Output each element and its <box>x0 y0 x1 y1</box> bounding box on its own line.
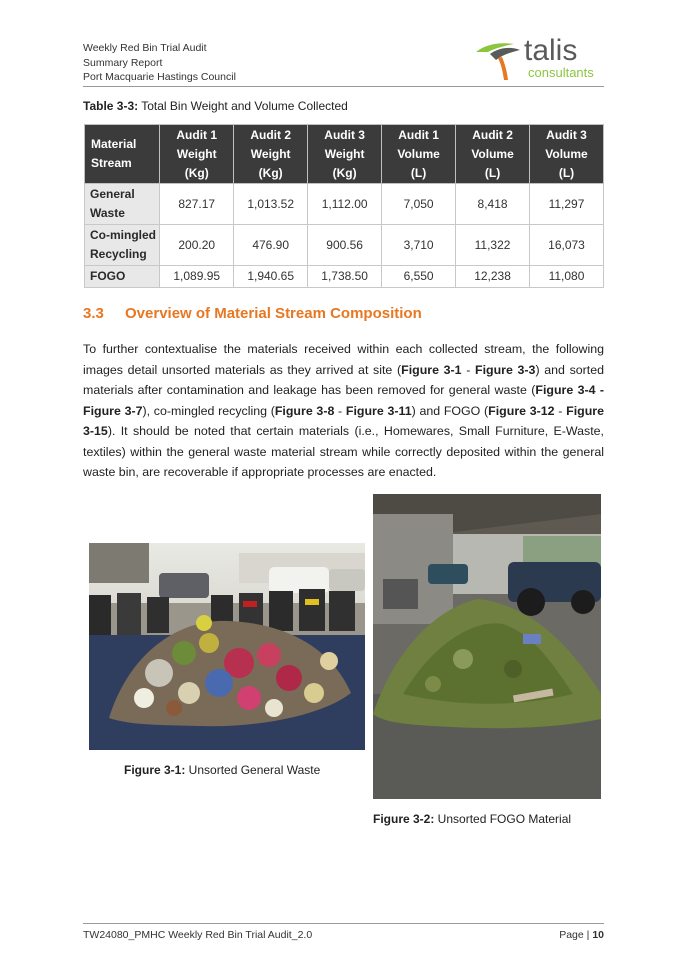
header-report-type: Summary Report <box>83 56 163 69</box>
column-header: Material Stream <box>85 125 160 184</box>
header-divider <box>83 86 604 87</box>
figure-label: Figure 3-2: <box>373 812 435 826</box>
table-cell: 11,297 <box>530 184 604 225</box>
table-cell: 11,080 <box>530 266 604 288</box>
figure-3-1-caption <box>124 763 320 777</box>
table-caption-text: Total Bin Weight and Volume Collected <box>138 99 348 113</box>
row-header-comingled-recycling: Co-mingled Recycling <box>85 225 160 266</box>
table-caption-label: Table 3-3: <box>83 99 139 113</box>
table-cell: 1,013.52 <box>234 184 308 225</box>
figure-text: Unsorted General Waste <box>185 763 321 777</box>
column-header: Audit 1 Volume (L) <box>382 125 456 184</box>
column-header: Audit 2 Weight (Kg) <box>234 125 308 184</box>
svg-text:consultants: consultants <box>528 65 594 80</box>
header-report-title: Weekly Red Bin Trial Audit <box>83 42 207 54</box>
table-cell: 6,550 <box>382 266 456 288</box>
table-row <box>85 225 604 266</box>
svg-text:talis: talis <box>524 34 578 67</box>
body-paragraph: To further contextualise the materials received within each collected stream, the following images detail unsorted materials as they arrived at site (Figure 3-1 - Figure 3-3) and sorted materials after contamination and leakage has been removed for general waste (Figure 3-4 - Figure 3-7), co-mingled recycling (Figure 3-8 - Figure 3-11) and FOGO (Figure 3-12 - Figure 3-15). It should be noted that certain materials (i.e., Homewares, Small Furniture, E-Waste, textiles) within the general waste material stream while correctly deposited within the general waste bin, are recoverable if appropriate processes are enacted. <box>83 342 605 479</box>
bin-weight-volume-table <box>84 124 604 288</box>
section-number: 3.3 <box>83 305 104 322</box>
column-header: Audit 2 Volume (L) <box>456 125 530 184</box>
table-cell: 3,710 <box>382 225 456 266</box>
figure-text: Unsorted FOGO Material <box>434 812 572 826</box>
header-council: Port Macquarie Hastings Council <box>83 71 236 83</box>
table-cell: 12,238 <box>456 266 530 288</box>
table-cell: 1,738.50 <box>308 266 382 288</box>
page-label: Page | <box>559 929 593 941</box>
column-header: Audit 3 Volume (L) <box>530 125 604 184</box>
talis-consultants-logo <box>470 30 610 85</box>
figure-3-2-caption <box>373 812 571 826</box>
table-caption <box>83 99 348 113</box>
footer-page-number <box>559 929 604 941</box>
row-header-fogo: FOGO <box>85 266 160 288</box>
table-row <box>85 184 604 225</box>
table-header-row <box>85 125 604 184</box>
footer-document-id: TW24080_PMHC Weekly Red Bin Trial Audit_2.0 <box>83 929 313 941</box>
table-cell: 1,089.95 <box>160 266 234 288</box>
table-cell: 8,418 <box>456 184 530 225</box>
page-number: 10 <box>592 929 604 941</box>
row-header-general-waste: General Waste <box>85 184 160 225</box>
table-cell: 900.56 <box>308 225 382 266</box>
section-heading <box>83 305 422 322</box>
unsorted-general-waste-photo <box>89 543 365 750</box>
table-cell: 1,112.00 <box>308 184 382 225</box>
table-row <box>85 266 604 288</box>
table-cell: 827.17 <box>160 184 234 225</box>
table-cell: 200.20 <box>160 225 234 266</box>
footer-divider <box>83 923 604 924</box>
section-title: Overview of Material Stream Composition <box>125 305 422 322</box>
table-cell: 7,050 <box>382 184 456 225</box>
figure-label: Figure 3-1: <box>124 763 186 777</box>
column-header: Audit 3 Weight (Kg) <box>308 125 382 184</box>
unsorted-fogo-material-photo <box>373 494 601 799</box>
table-cell: 476.90 <box>234 225 308 266</box>
table-cell: 11,322 <box>456 225 530 266</box>
document-header <box>83 41 236 85</box>
table-cell: 1,940.65 <box>234 266 308 288</box>
column-header: Audit 1 Weight (Kg) <box>160 125 234 184</box>
table-cell: 16,073 <box>530 225 604 266</box>
